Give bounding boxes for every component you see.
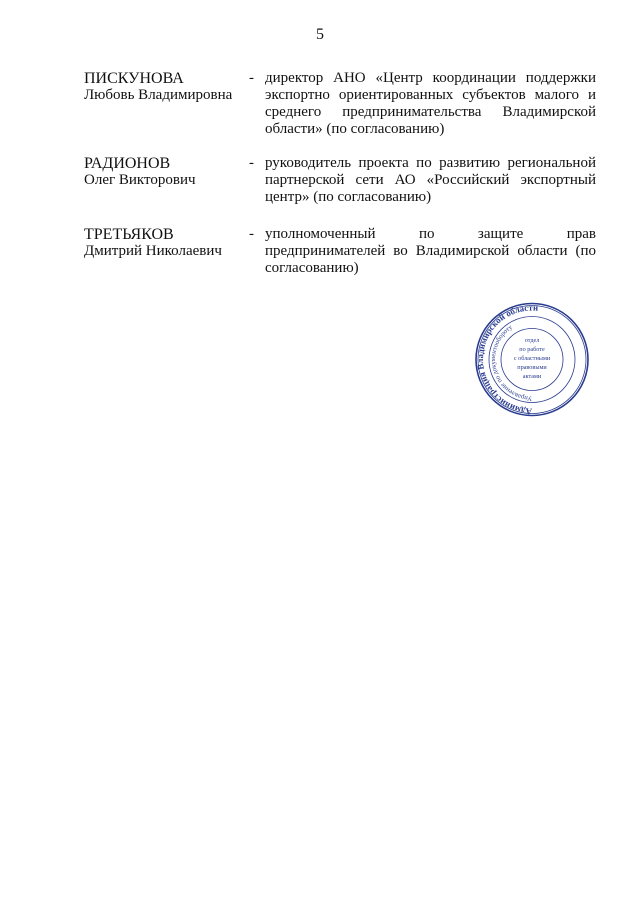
- member-given-names: Любовь Владимировна: [84, 87, 233, 103]
- member-given-names: Дмитрий Николаевич: [84, 243, 222, 259]
- member-role: уполномоченный по защите прав предпринимателей во Владимирской области (по согласованию): [265, 226, 596, 276]
- stamp-center-line: отдел: [524, 337, 540, 344]
- stamp-outer-text-path: Администрация Владимирской области: [474, 302, 539, 417]
- page-number: 5: [316, 26, 324, 43]
- member-surname: ТРЕТЬЯКОВ: [84, 226, 174, 243]
- member-given-names: Олег Викторович: [84, 172, 196, 188]
- stamp-center-line: актами: [522, 373, 542, 380]
- official-stamp: [473, 302, 591, 417]
- stamp-inner-text-path: Управление по документообороту: [489, 323, 533, 402]
- stamp-center-line: правовыми: [517, 364, 547, 371]
- member-surname: ПИСКУНОВА: [84, 70, 184, 87]
- member-surname: РАДИОНОВ: [84, 155, 171, 172]
- stamp-center-line: с областными: [513, 355, 551, 362]
- stamp-center-line: по работе: [519, 346, 545, 353]
- member-role: директор АНО «Центр координации поддержки экспортно ориентированных субъектов малого и среднего предпринимательства Владимирской области» (по согласованию): [265, 70, 596, 137]
- member-role: руководитель проекта по развитию региональной партнерской сети АО «Российский экспортный центр» (по согласованию): [265, 155, 596, 205]
- stamp-center: [514, 337, 551, 380]
- entry-dash: -: [249, 155, 254, 171]
- entry-dash: -: [249, 70, 254, 86]
- entry-dash: -: [249, 226, 254, 242]
